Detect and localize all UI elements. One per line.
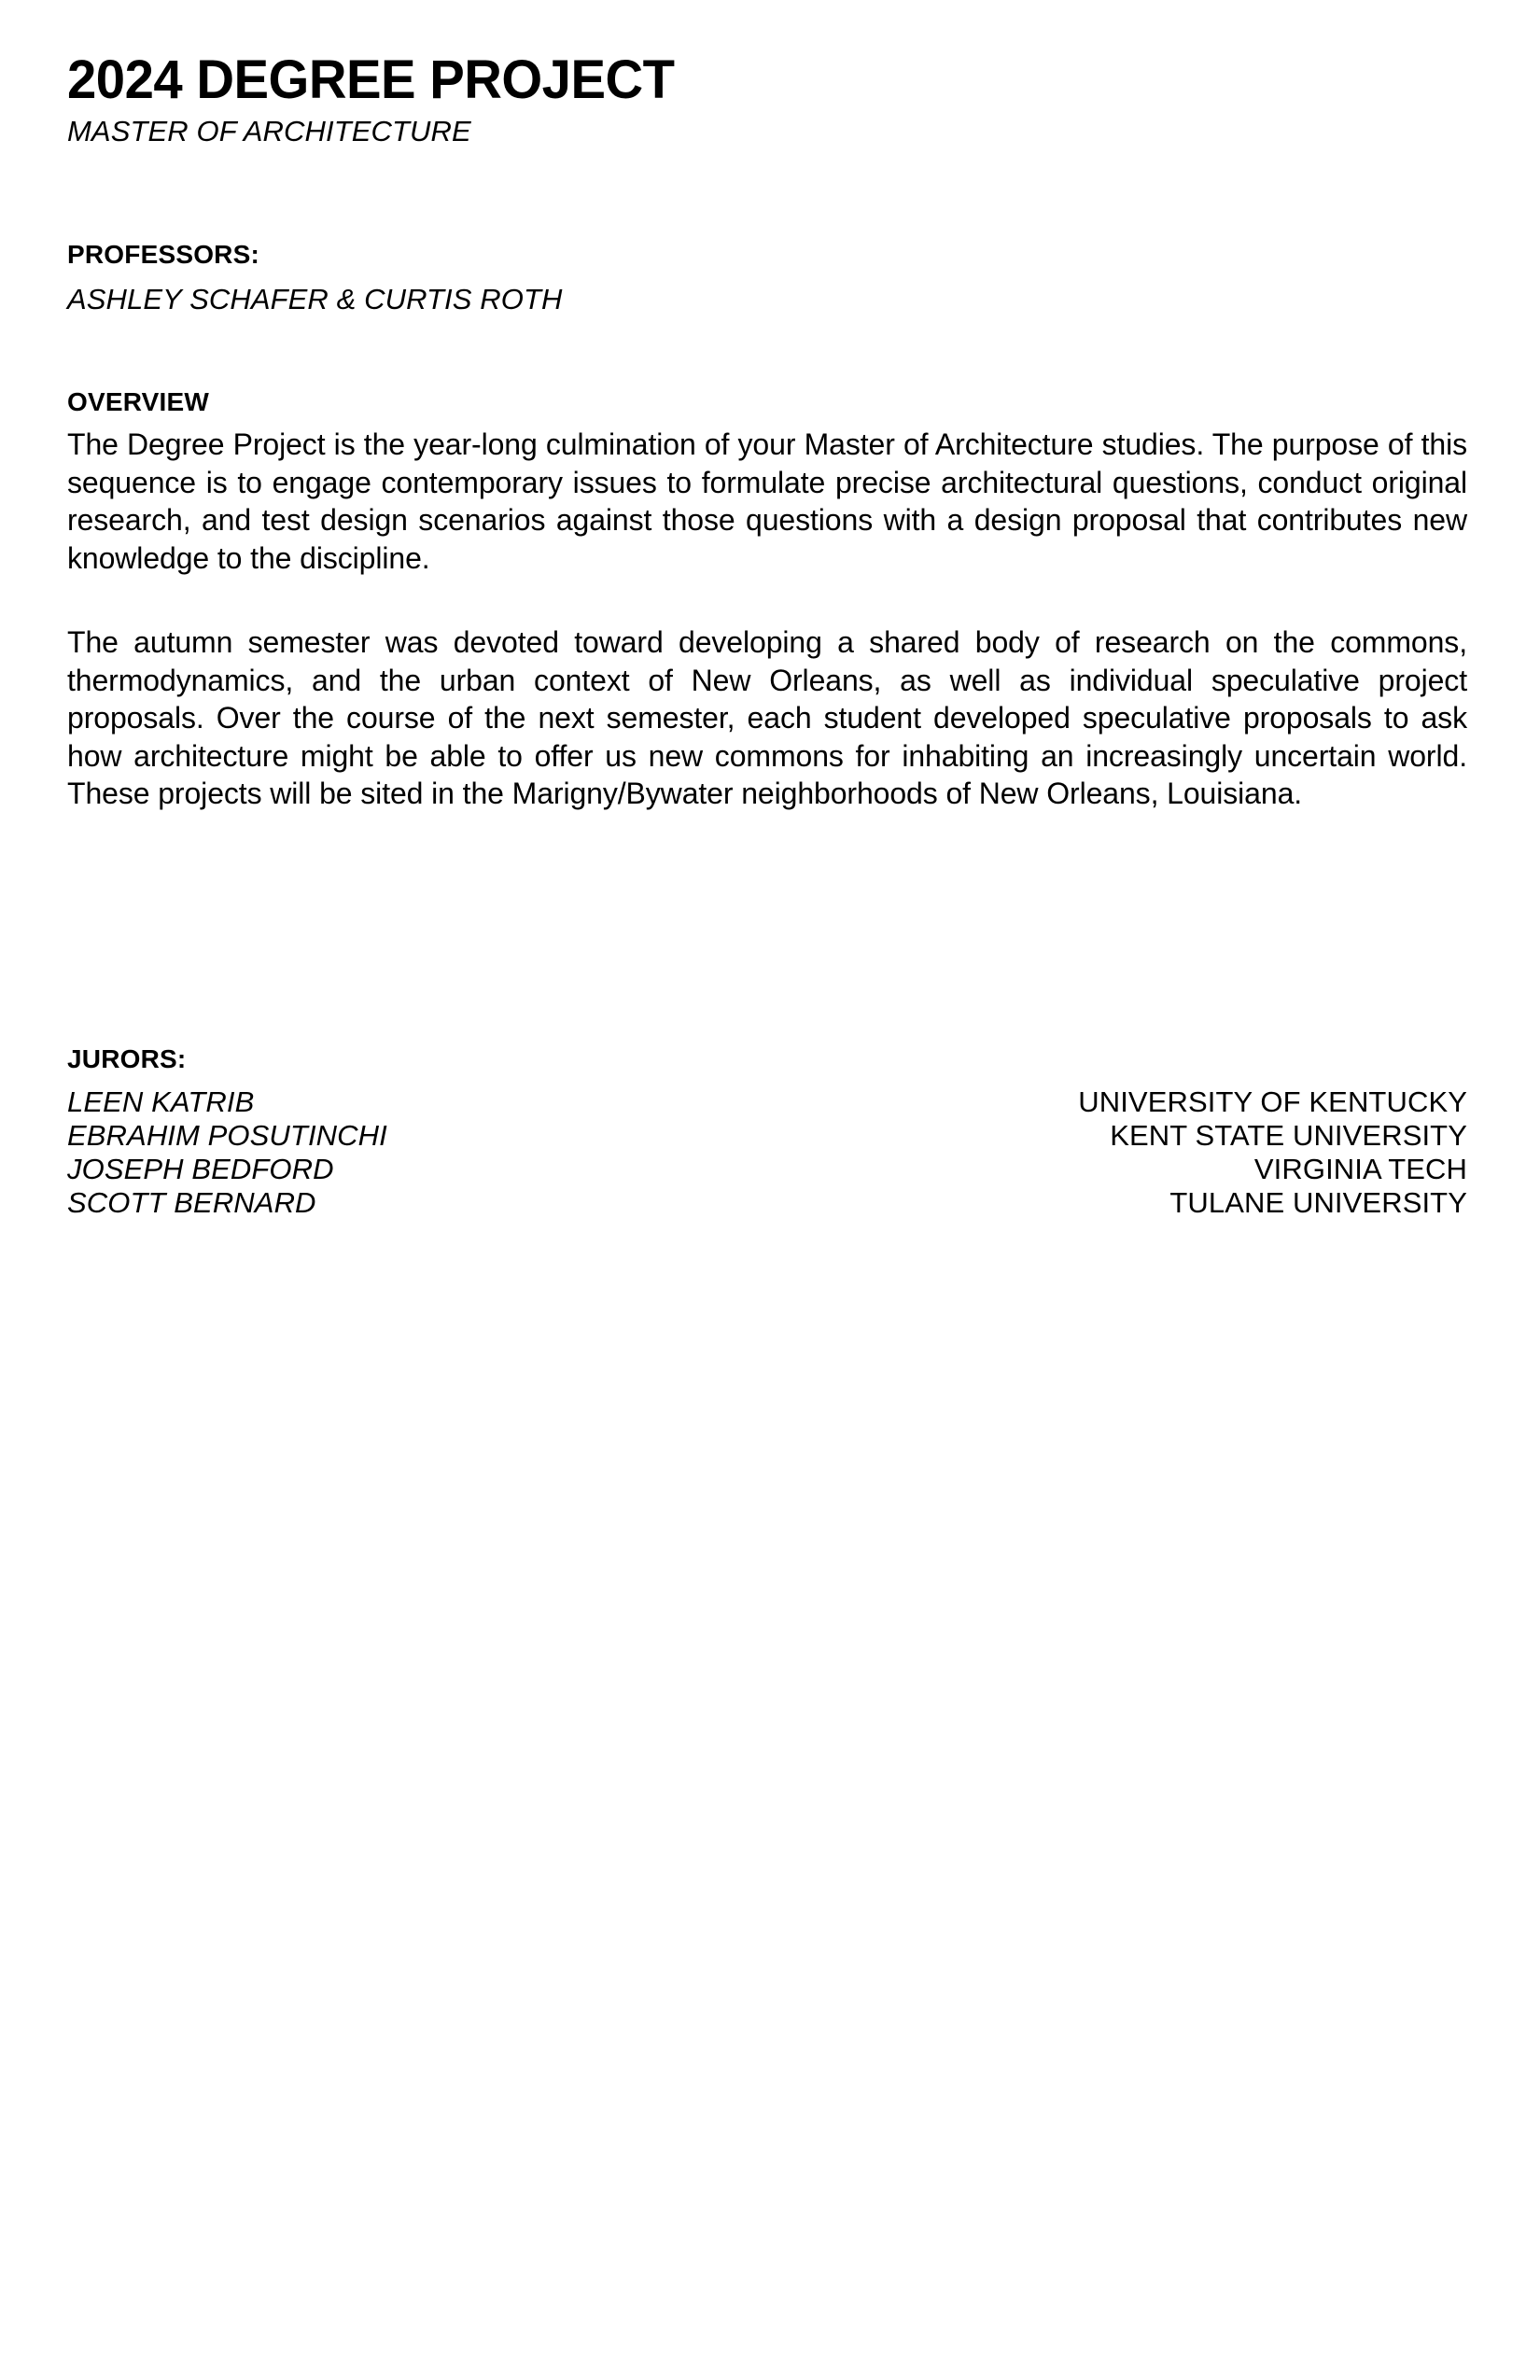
jurors-spacer [67, 813, 1467, 1043]
juror-name: LEEN KATRIB [67, 1085, 255, 1119]
juror-school: TULANE UNIVERSITY [1169, 1186, 1467, 1220]
overview-paragraph-1: The Degree Project is the year-long culmination of your Master of Architecture studies. The purpose of this sequence is to engage contemporary issues to formulate precise architectural questions, conduct original research, and test design scenarios against those questions with a design proposal that contributes new knowledge to the discipline. [67, 427, 1467, 575]
juror-school: VIRGINIA TECH [1253, 1153, 1467, 1186]
juror-name: EBRAHIM POSUTINCHI [67, 1119, 387, 1153]
table-row [67, 1085, 1467, 1119]
overview-paragraph-2: The autumn semester was devoted toward developing a shared body of research on the commons, thermodynamics, and the urban context of New Orleans, as well as individual speculative project proposals. Over the course of the next semester, each student developed speculative proposals to ask how architecture might be able to offer us new commons for inhabiting an increasingly uncertain world. These projects will be sited in the Marigny/Bywater neighborhoods of New Orleans, Louisiana. [67, 625, 1467, 811]
jurors-table [67, 1085, 1467, 1220]
page-title: 2024 DEGREE PROJECT [67, 49, 675, 110]
jurors-heading: JURORS: [67, 1043, 187, 1073]
juror-name: SCOTT BERNARD [67, 1186, 316, 1220]
professors-heading: PROFESSORS: [67, 240, 260, 270]
table-row [67, 1153, 1467, 1186]
table-row [67, 1119, 1467, 1153]
jurors-table-body [67, 1085, 1467, 1220]
table-row [67, 1186, 1467, 1220]
page-subtitle: MASTER OF ARCHITECTURE [67, 114, 471, 147]
juror-name: JOSEPH BEDFORD [67, 1153, 334, 1186]
juror-school: UNIVERSITY OF KENTUCKY [1078, 1085, 1467, 1119]
juror-school: KENT STATE UNIVERSITY [1110, 1119, 1467, 1153]
professors-names: ASHLEY SCHAFER & CURTIS ROTH [67, 282, 563, 315]
overview-heading: OVERVIEW [67, 386, 210, 416]
